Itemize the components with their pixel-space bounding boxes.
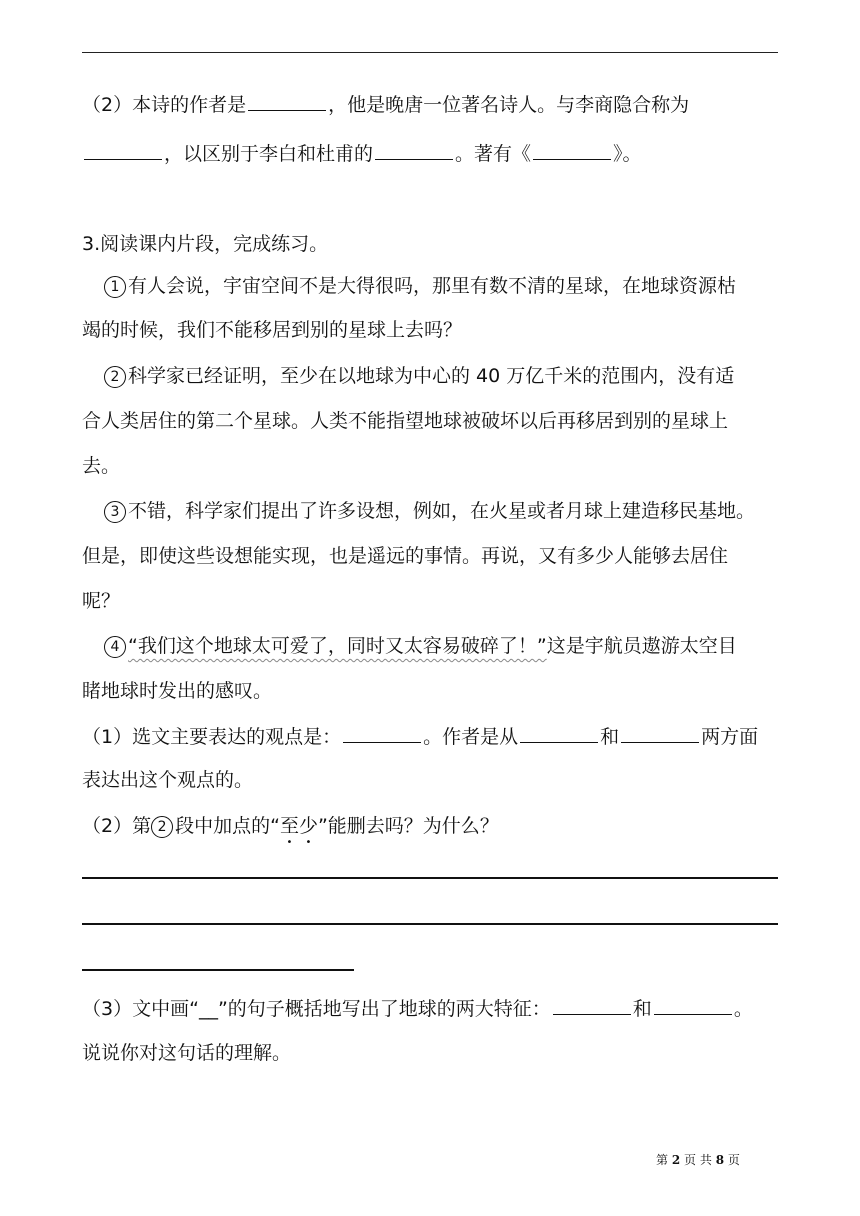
- q2-sub2-line2: [82, 141, 782, 166]
- paragraph-number-2: 2: [104, 366, 126, 388]
- passage-p4-line1: 4 “我们这个地球太可爱了，同时又太容易破碎了！”这是宇航员遨游太空目: [104, 634, 804, 658]
- answer-line-1[interactable]: [82, 877, 778, 879]
- nickname-blank[interactable]: [84, 141, 162, 160]
- page-total: 8: [715, 1153, 725, 1167]
- answer-line-2[interactable]: [82, 923, 778, 925]
- q2-text-a: （2）本诗的作者是: [82, 94, 247, 116]
- q2-sub2-line1: [82, 92, 782, 117]
- li-du-blank[interactable]: [375, 141, 453, 160]
- feature1-blank[interactable]: [553, 996, 631, 1015]
- aspect2-blank[interactable]: [621, 724, 699, 743]
- feature2-blank[interactable]: [654, 996, 732, 1015]
- q3-sub1-line2: 表达出这个观点的。: [82, 769, 254, 791]
- viewpoint-blank[interactable]: [343, 724, 421, 743]
- paragraph-number-3: 3: [104, 501, 126, 523]
- dotted-word: 至少: [279, 815, 318, 837]
- book-blank[interactable]: [533, 141, 611, 160]
- q2-text-b: ，他是晚唐一位著名诗人。与李商隐合称为: [328, 94, 690, 116]
- header-rule: [82, 52, 778, 53]
- passage-p1-line2: 竭的时候，我们不能移居到别的星球上去吗？: [82, 319, 463, 341]
- q3-title: 3.阅读课内片段，完成练习。: [82, 233, 329, 255]
- q3-sub2-line: （2）第 2 段中加点的“至少”能删去吗？为什么？: [82, 815, 499, 837]
- q3-sub3-line1: （3）文中画“__”的句子概括地写出了地球的两大特征： 和 。: [82, 998, 753, 1020]
- paragraph-ref-2: 2: [151, 816, 173, 838]
- q3-sub3-line2: 说说你对这句话的理解。: [82, 1042, 292, 1064]
- passage-p4-line2: 睹地球时发出的感叹。: [82, 680, 273, 702]
- passage-p3-line2: 但是，即使这些设想能实现，也是遥远的事情。再说，又有多少人能够去居住: [82, 545, 729, 567]
- passage-p2-line1: 2 科学家已经证明，至少在以地球为中心的 40 万亿千米的范围内，没有适: [104, 364, 804, 388]
- passage-p3-line1: 3 不错，科学家们提出了许多设想，例如，在火星或者月球上建造移民基地。: [104, 499, 804, 523]
- underline-mark: __: [198, 998, 218, 1020]
- q2-text-e: 》。: [613, 143, 642, 165]
- author-blank[interactable]: [248, 92, 326, 111]
- aspect1-blank[interactable]: [520, 724, 598, 743]
- q2-text-c: ，以区别于李白和杜甫的: [164, 143, 374, 165]
- wavy-underlined-quote: “我们这个地球太可爱了，同时又太容易破碎了！”: [128, 635, 547, 657]
- passage-p1-line1: 1 有人会说，宇宙空间不是大得很吗，那里有数不清的星球，在地球资源枯: [104, 274, 804, 298]
- paragraph-number-1: 1: [104, 276, 126, 298]
- passage-p2-line2: 合人类居住的第二个星球。人类不能指望地球被破坏以后再移居到别的星球上: [82, 410, 729, 432]
- page-footer: 第 2 页 共 8 页: [656, 1153, 740, 1167]
- passage-p2-line3: 去。: [82, 455, 121, 477]
- paragraph-number-4: 4: [104, 636, 126, 658]
- q2-text-d: 。著有《: [455, 143, 532, 165]
- q3-sub1-line1: （1）选文主要表达的观点是： 。作者是从 和 两方面: [82, 726, 759, 748]
- answer-line-3[interactable]: [82, 969, 354, 971]
- page-number: 2: [671, 1153, 681, 1167]
- passage-p3-line3: 呢？: [82, 590, 121, 612]
